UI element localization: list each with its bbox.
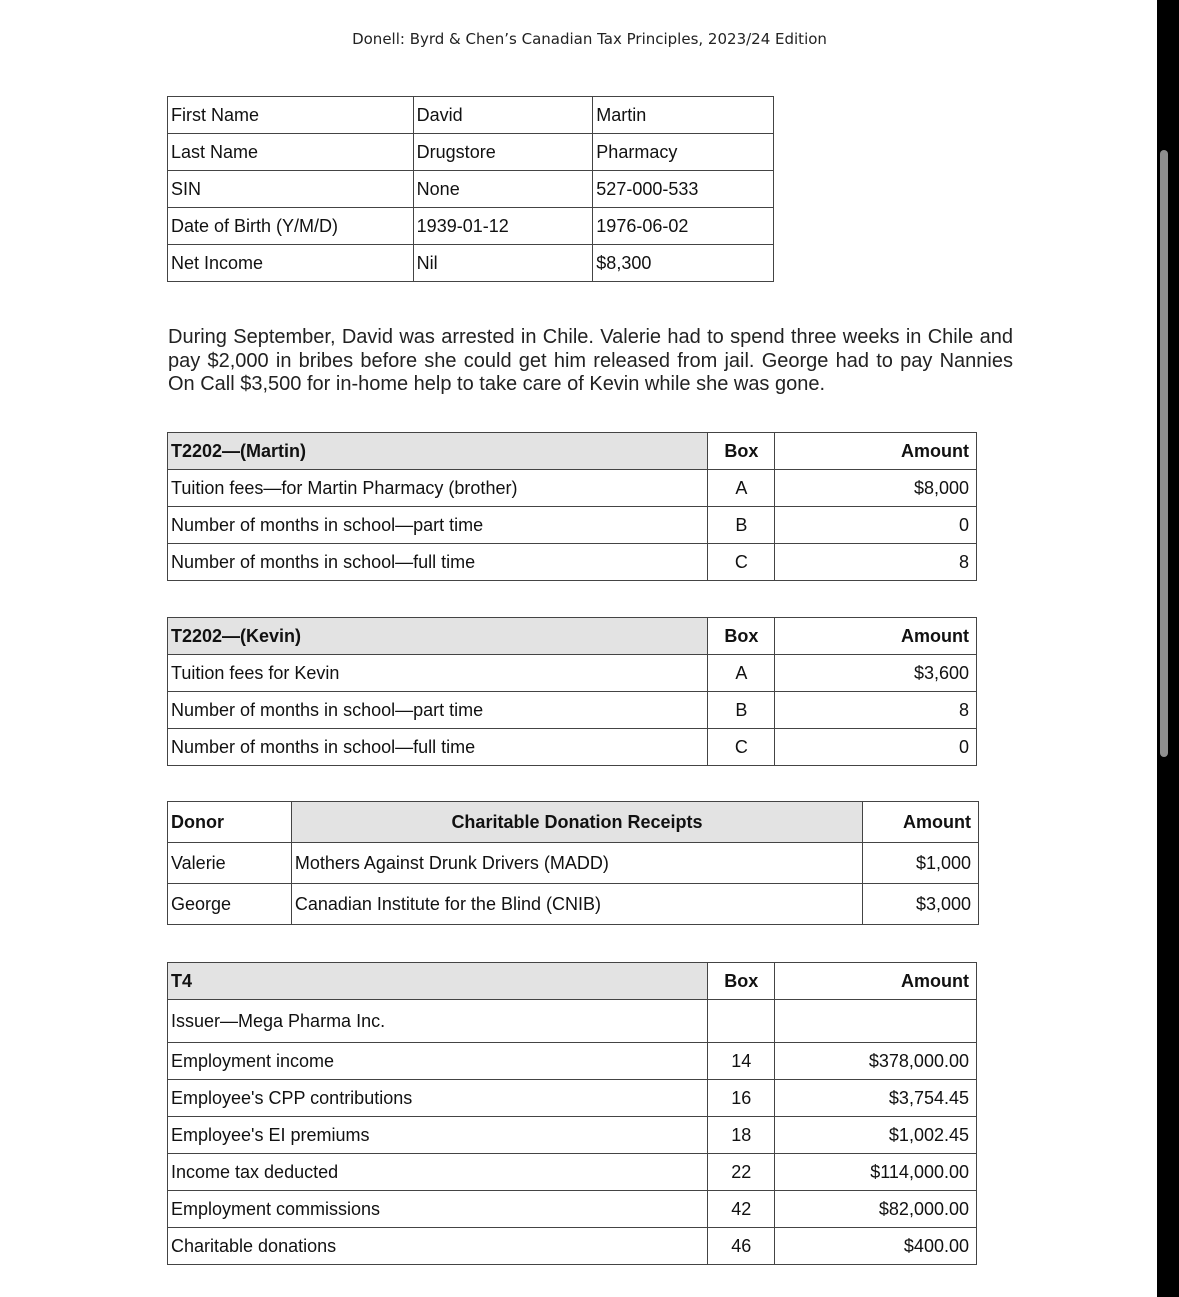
vertical-scrollbar[interactable]: [1160, 150, 1168, 757]
table-row: [168, 692, 977, 729]
row-box: 16: [708, 1080, 775, 1117]
row-desc: Number of months in school—full time: [168, 729, 708, 766]
david-value: Drugstore: [413, 134, 593, 171]
table-row: [168, 97, 774, 134]
t2202-martin-title: T2202—(Martin): [168, 433, 708, 470]
row-box: 22: [708, 1154, 775, 1191]
david-value: Nil: [413, 245, 593, 282]
row-amount: $8,000: [775, 470, 977, 507]
table-row: [168, 245, 774, 282]
table-row: [168, 1080, 977, 1117]
martin-value: 1976-06-02: [593, 208, 774, 245]
row-desc: Employee's EI premiums: [168, 1117, 708, 1154]
t2202-kevin-title: T2202—(Kevin): [168, 618, 708, 655]
david-value: David: [413, 97, 593, 134]
row-amount: $3,000: [863, 884, 979, 925]
row-label: Net Income: [168, 245, 414, 282]
row-amount: 0: [775, 507, 977, 544]
row-donor: George: [168, 884, 292, 925]
row-label: SIN: [168, 171, 414, 208]
t2202-kevin-table: [167, 617, 977, 766]
row-box: 18: [708, 1117, 775, 1154]
page-header: Donell: Byrd & Chen’s Canadian Tax Principles, 2023/24 Edition: [352, 30, 827, 48]
row-amount: $82,000.00: [775, 1191, 977, 1228]
narrative-paragraph: During September, David was arrested in Chile. Valerie had to spend three weeks in Chile and pay $2,000 in bribes before she could get him released from jail. George had to pay Nannies On Call $3,500 for in-home help to take care of Kevin while she was gone.: [168, 326, 1013, 395]
row-box: C: [708, 544, 775, 581]
table-row: [168, 843, 979, 884]
row-amount: $114,000.00: [775, 1154, 977, 1191]
row-desc: Tuition fees for Kevin: [168, 655, 708, 692]
t2202-martin-table: [167, 432, 977, 581]
table-row: [168, 1228, 977, 1265]
row-desc: Employment income: [168, 1043, 708, 1080]
row-amount: $1,000: [863, 843, 979, 884]
row-box: 42: [708, 1191, 775, 1228]
martin-value: $8,300: [593, 245, 774, 282]
amount-header: Amount: [775, 963, 977, 1000]
row-amount: 0: [775, 729, 977, 766]
amount-header: Amount: [775, 433, 977, 470]
row-amount: $1,002.45: [775, 1117, 977, 1154]
martin-value: Pharmacy: [593, 134, 774, 171]
table-row: [168, 507, 977, 544]
table-row: [168, 171, 774, 208]
box-header: Box: [708, 618, 775, 655]
row-box: 46: [708, 1228, 775, 1265]
donor-header: Donor: [168, 802, 292, 843]
row-box: 14: [708, 1043, 775, 1080]
dependant-info-table: [167, 96, 774, 282]
table-row: [168, 1117, 977, 1154]
row-donor: Valerie: [168, 843, 292, 884]
row-amount: $400.00: [775, 1228, 977, 1265]
table-row: [168, 208, 774, 245]
table-row: [168, 884, 979, 925]
row-box: B: [708, 692, 775, 729]
amount-header: Amount: [863, 802, 979, 843]
row-org: Canadian Institute for the Blind (CNIB): [291, 884, 862, 925]
row-desc: Charitable donations: [168, 1228, 708, 1265]
table-row: [168, 729, 977, 766]
table-row: [168, 470, 977, 507]
table-row: [168, 1000, 977, 1043]
row-amount: [775, 1000, 977, 1043]
t4-table: [167, 962, 977, 1265]
table-row: [168, 544, 977, 581]
table-header-row: [168, 963, 977, 1000]
row-label: Date of Birth (Y/M/D): [168, 208, 414, 245]
row-label: First Name: [168, 97, 414, 134]
row-desc: Number of months in school—full time: [168, 544, 708, 581]
table-row: [168, 1043, 977, 1080]
david-value: None: [413, 171, 593, 208]
row-amount: 8: [775, 692, 977, 729]
row-org: Mothers Against Drunk Drivers (MADD): [291, 843, 862, 884]
amount-header: Amount: [775, 618, 977, 655]
issuer: Issuer—Mega Pharma Inc.: [168, 1000, 708, 1043]
martin-value: Martin: [593, 97, 774, 134]
receipts-header: Charitable Donation Receipts: [291, 802, 862, 843]
box-header: Box: [708, 433, 775, 470]
row-desc: Employment commissions: [168, 1191, 708, 1228]
table-row: [168, 1154, 977, 1191]
row-amount: $3,600: [775, 655, 977, 692]
row-amount: $378,000.00: [775, 1043, 977, 1080]
row-desc: Tuition fees—for Martin Pharmacy (brother): [168, 470, 708, 507]
table-row: [168, 1191, 977, 1228]
box-header: Box: [708, 963, 775, 1000]
row-box: A: [708, 470, 775, 507]
martin-value: 527-000-533: [593, 171, 774, 208]
row-box: C: [708, 729, 775, 766]
david-value: 1939-01-12: [413, 208, 593, 245]
row-box: A: [708, 655, 775, 692]
row-amount: $3,754.45: [775, 1080, 977, 1117]
table-header-row: [168, 433, 977, 470]
row-label: Last Name: [168, 134, 414, 171]
row-box: [708, 1000, 775, 1043]
table-row: [168, 655, 977, 692]
row-desc: Employee's CPP contributions: [168, 1080, 708, 1117]
row-desc: Number of months in school—part time: [168, 507, 708, 544]
row-desc: Income tax deducted: [168, 1154, 708, 1191]
t4-title: T4: [168, 963, 708, 1000]
table-header-row: [168, 802, 979, 843]
row-desc: Number of months in school—part time: [168, 692, 708, 729]
row-box: B: [708, 507, 775, 544]
table-header-row: [168, 618, 977, 655]
table-row: [168, 134, 774, 171]
row-amount: 8: [775, 544, 977, 581]
donation-receipts-table: [167, 801, 979, 925]
